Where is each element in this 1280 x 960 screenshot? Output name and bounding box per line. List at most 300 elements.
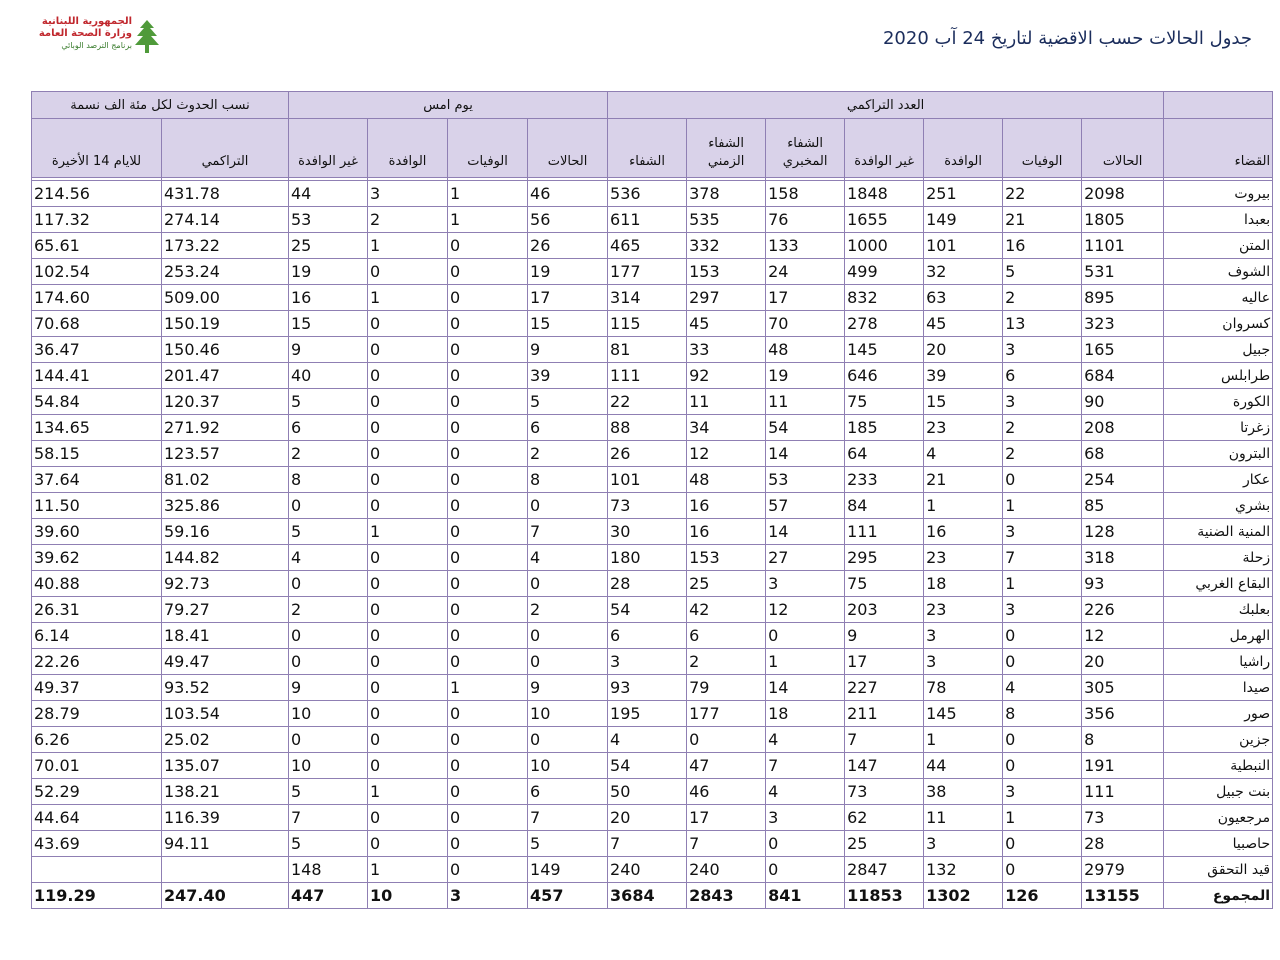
value-cell: 19 (528, 259, 608, 285)
value-cell: 48 (687, 467, 766, 493)
value-cell: 10 (528, 701, 608, 727)
value-cell: 70.01 (32, 753, 162, 779)
value-cell: 0 (368, 415, 448, 441)
value-cell: 4 (924, 441, 1003, 467)
district-name-cell: المنية الضنية (1164, 519, 1273, 545)
page-title: جدول الحالات حسب الاقضية لتاريخ 24 آب 2020 (882, 28, 1252, 49)
value-cell: 138.21 (162, 779, 289, 805)
value-cell: 3 (766, 805, 845, 831)
value-cell: 150.19 (162, 311, 289, 337)
value-cell: 0 (448, 779, 528, 805)
value-cell: 0 (368, 441, 448, 467)
value-cell: 0 (448, 753, 528, 779)
value-cell: 37.64 (32, 467, 162, 493)
value-cell: 126 (1003, 883, 1082, 909)
value-cell: 1000 (845, 233, 924, 259)
value-cell: 22 (608, 389, 687, 415)
value-cell: 611 (608, 207, 687, 233)
value-cell: 13 (1003, 311, 1082, 337)
table-row (32, 207, 1273, 233)
yesterday-non-imported-column-header: غير الوافدة (289, 119, 368, 178)
yesterday-cases-column-header: الحالات (528, 119, 608, 178)
value-cell: 7 (289, 805, 368, 831)
district-name-cell: بنت جبيل (1164, 779, 1273, 805)
value-cell: 3 (766, 571, 845, 597)
value-cell: 44 (924, 753, 1003, 779)
value-cell: 0 (1003, 623, 1082, 649)
value-cell: 44.64 (32, 805, 162, 831)
value-cell: 165 (1082, 337, 1164, 363)
value-cell: 2098 (1082, 181, 1164, 207)
value-cell: 27 (766, 545, 845, 571)
value-cell: 11.50 (32, 493, 162, 519)
district-name-cell: الهرمل (1164, 623, 1273, 649)
value-cell: 465 (608, 233, 687, 259)
value-cell: 17 (528, 285, 608, 311)
district-name-cell: جبيل (1164, 337, 1273, 363)
value-cell: 15 (528, 311, 608, 337)
value-cell: 2 (1003, 285, 1082, 311)
value-cell: 1 (448, 181, 528, 207)
value-cell: 47 (687, 753, 766, 779)
value-cell: 0 (448, 571, 528, 597)
imported-column-header: الوافدة (924, 119, 1003, 178)
value-cell: 79 (687, 675, 766, 701)
value-cell: 9 (289, 337, 368, 363)
value-cell: 70 (766, 311, 845, 337)
value-cell: 17 (845, 649, 924, 675)
value-cell: 149 (528, 857, 608, 883)
value-cell: 64 (845, 441, 924, 467)
value-cell: 102.54 (32, 259, 162, 285)
value-cell: 0 (368, 389, 448, 415)
value-cell: 6 (1003, 363, 1082, 389)
value-cell: 4 (608, 727, 687, 753)
value-cell: 0 (528, 649, 608, 675)
table-row (32, 311, 1273, 337)
value-cell: 0 (448, 259, 528, 285)
value-cell: 4 (528, 545, 608, 571)
district-cases-table (31, 91, 1273, 909)
cedar-icon (134, 18, 160, 56)
value-cell: 7 (528, 519, 608, 545)
district-name-cell: صور (1164, 701, 1273, 727)
value-cell: 0 (448, 285, 528, 311)
value-cell: 6.14 (32, 623, 162, 649)
value-cell: 79.27 (162, 597, 289, 623)
value-cell: 144.82 (162, 545, 289, 571)
value-cell: 0 (448, 441, 528, 467)
table-row (32, 649, 1273, 675)
value-cell: 431.78 (162, 181, 289, 207)
table-row (32, 857, 1273, 883)
value-cell: 94.11 (162, 831, 289, 857)
value-cell: 15 (289, 311, 368, 337)
value-cell: 70.68 (32, 311, 162, 337)
value-cell: 8 (289, 467, 368, 493)
value-cell: 22 (1003, 181, 1082, 207)
value-cell: 499 (845, 259, 924, 285)
value-cell: 0 (528, 571, 608, 597)
value-cell: 531 (1082, 259, 1164, 285)
total-row (32, 883, 1273, 909)
value-cell: 314 (608, 285, 687, 311)
value-cell: 19 (289, 259, 368, 285)
table-row (32, 779, 1273, 805)
value-cell: 7 (1003, 545, 1082, 571)
value-cell: 1 (368, 779, 448, 805)
value-cell: 11 (924, 805, 1003, 831)
value-cell: 185 (845, 415, 924, 441)
value-cell: 7 (766, 753, 845, 779)
table-row (32, 467, 1273, 493)
value-cell: 0 (289, 727, 368, 753)
value-cell: 5 (289, 519, 368, 545)
table-row (32, 597, 1273, 623)
value-cell: 0 (448, 701, 528, 727)
value-cell: 10 (528, 753, 608, 779)
value-cell: 0 (448, 467, 528, 493)
value-cell: 120.37 (162, 389, 289, 415)
value-cell: 5 (289, 779, 368, 805)
district-name-cell: قيد التحقق (1164, 857, 1273, 883)
value-cell: 45 (924, 311, 1003, 337)
value-cell: 535 (687, 207, 766, 233)
value-cell: 11853 (845, 883, 924, 909)
value-cell: 101 (924, 233, 1003, 259)
value-cell: 447 (289, 883, 368, 909)
value-cell: 3 (368, 181, 448, 207)
value-cell: 5 (289, 389, 368, 415)
value-cell: 92 (687, 363, 766, 389)
value-cell: 128 (1082, 519, 1164, 545)
ministry-logo (20, 16, 160, 58)
value-cell: 28 (1082, 831, 1164, 857)
value-cell: 0 (368, 805, 448, 831)
value-cell: 68 (1082, 441, 1164, 467)
recovered-time-column-header: الشفاء الزمني (687, 119, 766, 178)
value-cell: 2 (687, 649, 766, 675)
value-cell: 11 (766, 389, 845, 415)
value-cell: 536 (608, 181, 687, 207)
value-cell: 0 (368, 727, 448, 753)
value-cell: 177 (687, 701, 766, 727)
value-cell: 10 (368, 883, 448, 909)
district-name-cell: طرابلس (1164, 363, 1273, 389)
value-cell: 0 (448, 337, 528, 363)
district-name-cell: مرجعيون (1164, 805, 1273, 831)
value-cell: 11 (687, 389, 766, 415)
value-cell: 3 (448, 883, 528, 909)
value-cell: 44 (289, 181, 368, 207)
value-cell: 1 (1003, 493, 1082, 519)
value-cell: 8 (1003, 701, 1082, 727)
value-cell: 0 (368, 571, 448, 597)
table-row (32, 441, 1273, 467)
yesterday-imported-column-header: الوافدة (368, 119, 448, 178)
table-row (32, 571, 1273, 597)
value-cell: 73 (845, 779, 924, 805)
value-cell: 158 (766, 181, 845, 207)
incidence-group-header: نسب الحدوث لكل مئة الف نسمة (32, 92, 289, 119)
value-cell: 3 (1003, 597, 1082, 623)
district-name-cell: بيروت (1164, 181, 1273, 207)
value-cell: 6 (528, 415, 608, 441)
value-cell: 0 (448, 233, 528, 259)
value-cell: 22.26 (32, 649, 162, 675)
value-cell: 9 (289, 675, 368, 701)
value-cell: 0 (289, 623, 368, 649)
value-cell: 20 (1082, 649, 1164, 675)
value-cell: 9 (528, 675, 608, 701)
value-cell: 1 (368, 519, 448, 545)
table-row (32, 545, 1273, 571)
logo-line-1: الجمهورية اللبنانية (41, 16, 132, 27)
district-name-cell: جزين (1164, 727, 1273, 753)
value-cell: 7 (528, 805, 608, 831)
value-cell: 0 (448, 831, 528, 857)
value-cell: 56 (528, 207, 608, 233)
value-cell: 271.92 (162, 415, 289, 441)
value-cell: 0 (1003, 753, 1082, 779)
table-row (32, 753, 1273, 779)
value-cell: 147 (845, 753, 924, 779)
value-cell: 34 (687, 415, 766, 441)
value-cell: 116.39 (162, 805, 289, 831)
value-cell: 8 (528, 467, 608, 493)
value-cell: 7 (608, 831, 687, 857)
value-cell: 356 (1082, 701, 1164, 727)
value-cell: 0 (368, 623, 448, 649)
value-cell: 174.60 (32, 285, 162, 311)
value-cell: 81.02 (162, 467, 289, 493)
value-cell: 90 (1082, 389, 1164, 415)
value-cell: 12 (687, 441, 766, 467)
district-name-cell: راشيا (1164, 649, 1273, 675)
value-cell: 332 (687, 233, 766, 259)
value-cell: 646 (845, 363, 924, 389)
value-cell: 39 (924, 363, 1003, 389)
value-cell: 16 (1003, 233, 1082, 259)
value-cell: 2843 (687, 883, 766, 909)
value-cell: 0 (368, 597, 448, 623)
value-cell: 9 (528, 337, 608, 363)
value-cell: 195 (608, 701, 687, 727)
value-cell: 63 (924, 285, 1003, 311)
value-cell: 1 (448, 207, 528, 233)
value-cell (162, 857, 289, 883)
value-cell: 25.02 (162, 727, 289, 753)
value-cell: 0 (368, 493, 448, 519)
value-cell: 133 (766, 233, 845, 259)
value-cell: 1 (368, 233, 448, 259)
value-cell: 2979 (1082, 857, 1164, 883)
value-cell: 28 (608, 571, 687, 597)
value-cell: 16 (687, 493, 766, 519)
value-cell: 18 (766, 701, 845, 727)
value-cell: 0 (766, 857, 845, 883)
value-cell: 21 (924, 467, 1003, 493)
value-cell: 59.16 (162, 519, 289, 545)
value-cell: 48 (766, 337, 845, 363)
value-cell: 134.65 (32, 415, 162, 441)
value-cell: 21 (1003, 207, 1082, 233)
value-cell: 325.86 (162, 493, 289, 519)
value-cell: 3 (608, 649, 687, 675)
value-cell: 2 (528, 597, 608, 623)
value-cell: 3 (1003, 779, 1082, 805)
value-cell: 14 (766, 519, 845, 545)
table-row (32, 259, 1273, 285)
value-cell: 148 (289, 857, 368, 883)
value-cell: 2 (528, 441, 608, 467)
value-cell: 25 (687, 571, 766, 597)
value-cell: 214.56 (32, 181, 162, 207)
district-name-cell: بعبدا (1164, 207, 1273, 233)
value-cell: 295 (845, 545, 924, 571)
district-name-cell: المجموع (1164, 883, 1273, 909)
value-cell: 0 (448, 623, 528, 649)
value-cell: 54.84 (32, 389, 162, 415)
value-cell: 240 (687, 857, 766, 883)
value-cell: 0 (368, 649, 448, 675)
value-cell: 0 (289, 493, 368, 519)
logo-line-2: وزارة الصحة العامة (38, 28, 132, 39)
value-cell: 24 (766, 259, 845, 285)
value-cell: 0 (368, 701, 448, 727)
value-cell: 509.00 (162, 285, 289, 311)
value-cell: 18 (924, 571, 1003, 597)
value-cell: 12 (766, 597, 845, 623)
value-cell: 0 (687, 727, 766, 753)
value-cell: 4 (766, 779, 845, 805)
recovered-column-header: الشفاء (608, 119, 687, 178)
district-name-cell: الكورة (1164, 389, 1273, 415)
table-row (32, 181, 1273, 207)
value-cell: 25 (845, 831, 924, 857)
value-cell: 123.57 (162, 441, 289, 467)
value-cell: 0 (448, 493, 528, 519)
table-row (32, 831, 1273, 857)
value-cell: 26 (608, 441, 687, 467)
cumulative-rate-column-header: التراكمي (162, 119, 289, 178)
value-cell: 0 (448, 389, 528, 415)
value-cell: 203 (845, 597, 924, 623)
value-cell: 251 (924, 181, 1003, 207)
value-cell: 0 (368, 753, 448, 779)
value-cell: 46 (687, 779, 766, 805)
value-cell: 39.62 (32, 545, 162, 571)
district-column-header: القضاء (1164, 119, 1273, 178)
value-cell: 1805 (1082, 207, 1164, 233)
value-cell: 14 (766, 441, 845, 467)
value-cell: 0 (448, 545, 528, 571)
value-cell: 84 (845, 493, 924, 519)
non-imported-column-header: غير الوافدة (845, 119, 924, 178)
value-cell: 52.29 (32, 779, 162, 805)
value-cell: 323 (1082, 311, 1164, 337)
district-name-cell: بشري (1164, 493, 1273, 519)
value-cell: 6 (289, 415, 368, 441)
value-cell: 111 (1082, 779, 1164, 805)
value-cell: 274.14 (162, 207, 289, 233)
value-cell: 4 (766, 727, 845, 753)
value-cell: 53 (289, 207, 368, 233)
value-cell: 20 (924, 337, 1003, 363)
table-row (32, 233, 1273, 259)
value-cell: 58.15 (32, 441, 162, 467)
table-row (32, 805, 1273, 831)
table-body (32, 178, 1273, 909)
value-cell: 144.41 (32, 363, 162, 389)
value-cell: 3 (924, 831, 1003, 857)
value-cell: 149 (924, 207, 1003, 233)
value-cell: 145 (924, 701, 1003, 727)
value-cell (32, 857, 162, 883)
value-cell: 227 (845, 675, 924, 701)
value-cell: 7 (845, 727, 924, 753)
value-cell: 233 (845, 467, 924, 493)
value-cell: 5 (528, 389, 608, 415)
table-row (32, 389, 1273, 415)
district-name-cell: زحلة (1164, 545, 1273, 571)
value-cell: 240 (608, 857, 687, 883)
value-cell: 0 (448, 311, 528, 337)
value-cell: 23 (924, 415, 1003, 441)
value-cell: 841 (766, 883, 845, 909)
district-name-cell: صيدا (1164, 675, 1273, 701)
value-cell: 226 (1082, 597, 1164, 623)
value-cell: 0 (1003, 727, 1082, 753)
cumulative-group-header: العدد التراكمي (608, 92, 1164, 119)
value-cell: 0 (448, 805, 528, 831)
value-cell: 20 (608, 805, 687, 831)
value-cell: 42 (687, 597, 766, 623)
table-row (32, 493, 1273, 519)
value-cell: 36.47 (32, 337, 162, 363)
value-cell: 73 (1082, 805, 1164, 831)
value-cell: 43.69 (32, 831, 162, 857)
value-cell: 4 (289, 545, 368, 571)
value-cell: 0 (448, 649, 528, 675)
value-cell: 119.29 (32, 883, 162, 909)
value-cell: 457 (528, 883, 608, 909)
value-cell: 0 (368, 831, 448, 857)
value-cell: 54 (608, 753, 687, 779)
value-cell: 93 (1082, 571, 1164, 597)
value-cell: 1848 (845, 181, 924, 207)
value-cell: 17 (766, 285, 845, 311)
value-cell: 6.26 (32, 727, 162, 753)
district-header-blank (1164, 92, 1273, 119)
value-cell: 2847 (845, 857, 924, 883)
value-cell: 3 (1003, 337, 1082, 363)
value-cell: 8 (1082, 727, 1164, 753)
value-cell: 1 (924, 727, 1003, 753)
district-name-cell: عاليه (1164, 285, 1273, 311)
value-cell: 4 (1003, 675, 1082, 701)
value-cell: 26 (528, 233, 608, 259)
table-row (32, 415, 1273, 441)
district-name-cell: عكار (1164, 467, 1273, 493)
table-row (32, 363, 1273, 389)
value-cell: 153 (687, 545, 766, 571)
value-cell: 54 (608, 597, 687, 623)
value-cell: 1655 (845, 207, 924, 233)
value-cell: 180 (608, 545, 687, 571)
value-cell: 0 (766, 831, 845, 857)
value-cell: 54 (766, 415, 845, 441)
